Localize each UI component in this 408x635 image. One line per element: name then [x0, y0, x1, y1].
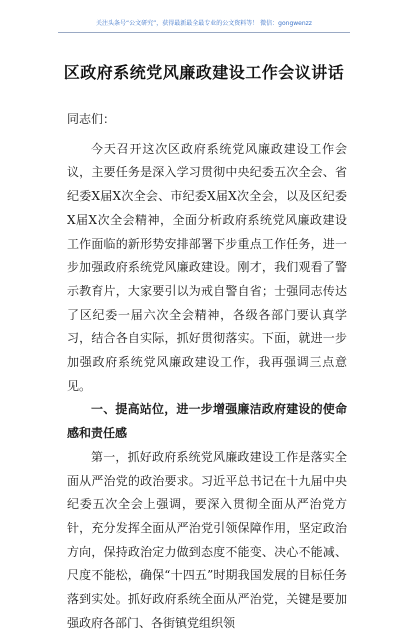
document-title: 区政府系统党风廉政建设工作会议讲话: [63, 63, 345, 82]
salutation: 同志们：: [67, 112, 116, 126]
header-banner[interactable]: 关注头条号“公文研究”，获得最新最全最专业的公文资料等！ 微信：gongwenzz: [96, 20, 312, 27]
header-divider: [58, 32, 350, 33]
section-paragraph: 第一，抓好政府系统党风廉政建设工作是落实全面从严治党的政治要求。习近平总书记在十九届中央纪委五次全会上强调，要深入贯彻全面从严治党方针，充分发挥全面从严治党引领保障作用，坚定政治方向，保持政治定力做到态度不能变、决心不能减、尺度不能松，确保“十四五”时期我国发展的目标任务落到实处。抓好政府系统全面从严治党，关键是要加强政府各部门、各街镇党组织领: [67, 449, 347, 630]
document-body: [67, 108, 347, 635]
intro-paragraph: 今天召开这次区政府系统党风廉政建设工作会议，主要任务是深入学习贯彻中央纪委五次全会、省纪委X届X次全会、市纪委X届X次全会，以及区纪委X届X次全会精神，全面分析政府系统党风廉政建设工作面临的新形势安排部署下步重点工作任务，进一步加强政府系统党风廉政建设。刚才，我们观看了警示教育片，大家要引以为戒自警自省；士强同志传达了区纪委一届六次全会精神，各级各部门要认真学习，结合各自实际，抓好贯彻落实。下面，就进一步加强政府系统党风廉政建设工作，我再强调三点意见。: [67, 141, 347, 393]
section-heading: 一、提高站位，进一步增强廉洁政府建设的使命感和责任感: [67, 402, 347, 441]
